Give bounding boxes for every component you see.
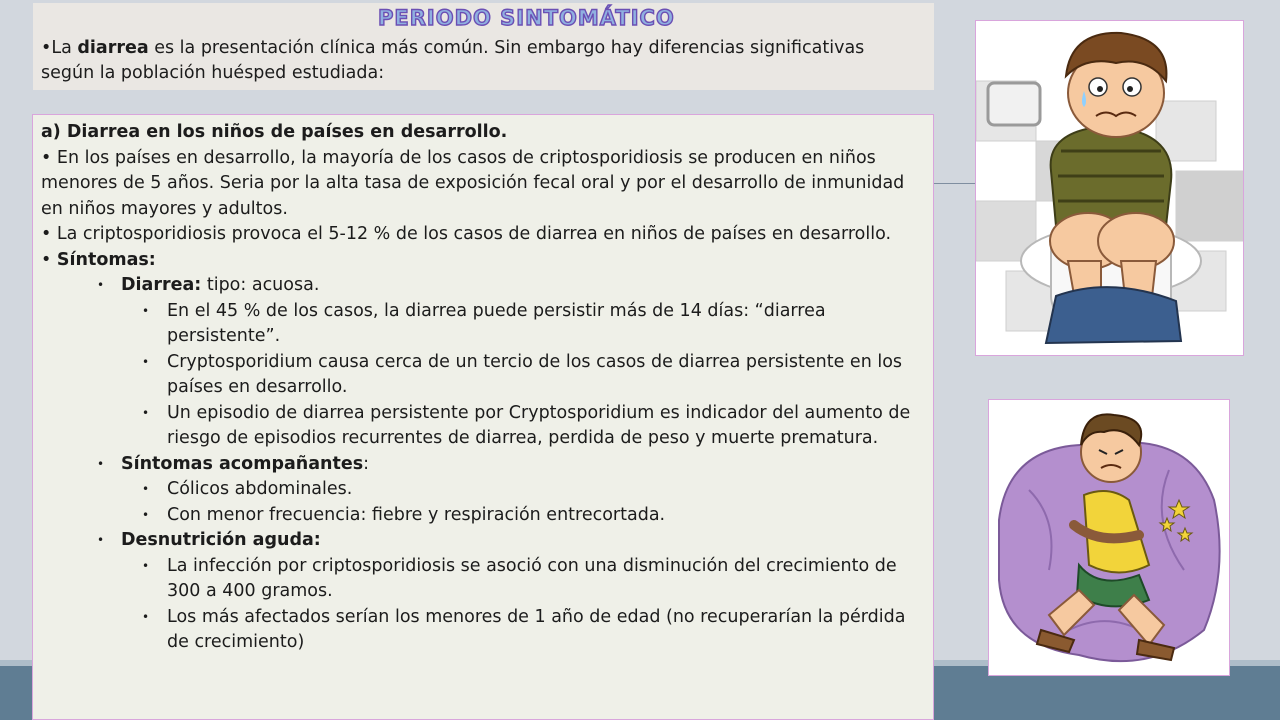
list-item: • Con menor frecuencia: fiebre y respiración entrecortada.: [41, 503, 919, 529]
list-item: • Los más afectados serían los menores de 1 año de edad (no recuperarían la pérdida de crecimiento): [41, 605, 919, 656]
toilet-child-illustration: [975, 20, 1244, 356]
slide-title: PERIODO SINTOMÁTICO: [378, 6, 675, 30]
connector-line: [934, 183, 976, 184]
acompanantes-label: Síntomas acompañantes: [121, 453, 364, 474]
list-item: • Un episodio de diarrea persistente por Cryptosporidium es indicador del aumento de riesgo de episodios recurrentes de diarrea, perdida de peso y muerte prematura.: [41, 401, 919, 452]
paragraph-1: • En los países en desarrollo, la mayoría de los casos de criptosporidiosis se producen en niños menores de 5 años. Seria por la alta tasa de exposición fecal oral y por el desarrollo de inmunidad en niños mayores y adultos.: [41, 147, 905, 219]
header-box: [33, 3, 934, 90]
section-title: a) Diarrea en los niños de países en desarrollo.: [41, 122, 508, 142]
desnutricion-label: Desnutrición aguda:: [121, 530, 321, 550]
stomach-ache-icon: [989, 400, 1229, 675]
diarrea-label: Diarrea:: [121, 275, 202, 295]
diarrea-text: tipo: acuosa.: [201, 275, 320, 295]
sintomas-label: Síntomas:: [56, 249, 156, 270]
sintomas-heading: • Síntomas:: [41, 249, 156, 270]
acompanantes-colon: :: [363, 453, 370, 474]
diarrea-item: [41, 273, 919, 299]
intro-bold: diarrea: [77, 38, 149, 58]
list-item: • Cryptosporidium causa cerca de un tercio de los casos de diarrea persistente en los países en desarrollo.: [41, 350, 919, 401]
paragraph-1-text: En los países en desarrollo, la mayoría de los casos de criptosporidiosis se producen en niños menores de 5 años. Seria por la alta tasa de exposición fecal oral y por el desarrollo de inmunidad en niños mayores y adultos.: [41, 147, 905, 219]
paragraph-2-text: La criptosporidiosis provoca el 5-12 % de los casos de diarrea en niños de países en desarrollo.: [56, 224, 892, 244]
intro-prefix: La: [51, 38, 78, 58]
intro-text: [41, 36, 921, 86]
acompanantes-item: [41, 452, 919, 478]
paragraph-2: • La criptosporidiosis provoca el 5-12 % de los casos de diarrea en niños de países en desarrollo.: [41, 224, 892, 244]
intro-bullet: •: [41, 38, 52, 58]
list-item: • Cólicos abdominales.: [41, 477, 919, 503]
desnutricion-item: [41, 528, 919, 554]
stomach-ache-illustration: [988, 399, 1230, 676]
main-content-box: [32, 114, 934, 720]
list-item: • En el 45 % de los casos, la diarrea puede persistir más de 14 días: “diarrea persistente”.: [41, 299, 919, 350]
toilet-child-icon: [976, 21, 1243, 355]
intro-rest: es la presentación clínica más común. Sin embargo hay diferencias significativas según la población huésped estudiada:: [41, 38, 865, 83]
list-item: • La infección por criptosporidiosis se asoció con una disminución del crecimiento de 300 a 400 gramos.: [41, 554, 919, 605]
